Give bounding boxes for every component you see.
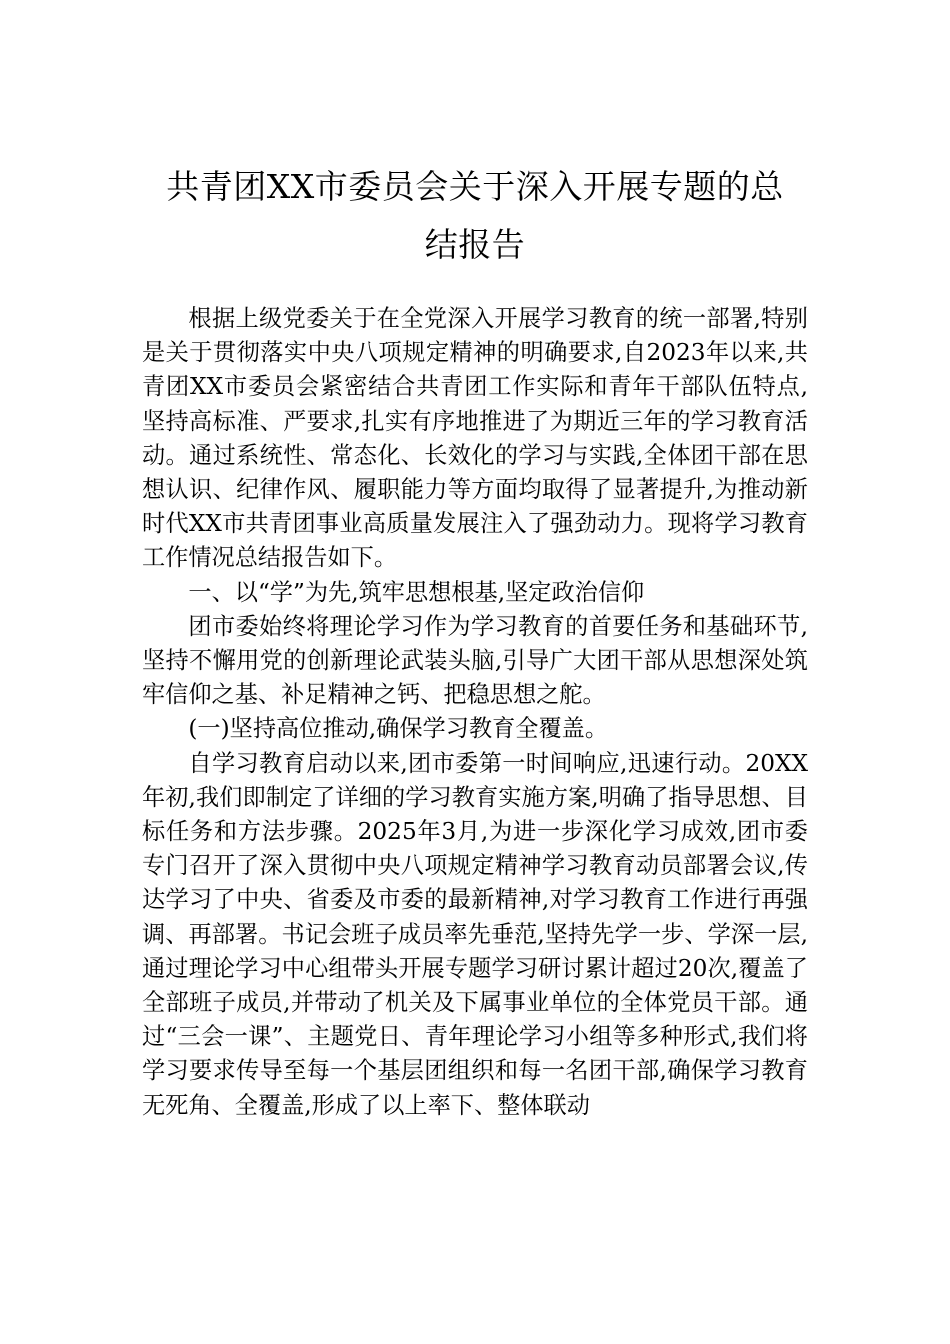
intro-paragraph: 根据上级党委关于在全党深入开展学习教育的统一部署,特别是关于贯彻落实中央八项规定精神的明确要求,自2023年以来,共青团XX市委员会紧密结合共青团工作实际和青年干部队伍特点,坚持高标准、严要求,扎实有序地推进了为期近三年的学习教育活动。通过系统性、常态化、长效化的学习与实践,全体团干部在思想认识、纪律作风、履职能力等方面均取得了显著提升,为推动新时代XX市共青团事业高质量发展注入了强劲动力。现将学习教育工作情况总结报告如下。 xyxy=(142,305,808,572)
title-line-2: 结报告 xyxy=(424,225,526,264)
subsection-heading-1: (一)坚持高位推动,确保学习教育全覆盖。 xyxy=(188,715,609,743)
section-heading-1: 一、以“学”为先,筑牢思想根基,坚定政治信仰 xyxy=(188,578,645,606)
subsection-1-paragraph: 自学习教育启动以来,团市委第一时间响应,迅速行动。20XX年初,我们即制定了详细的学习教育实施方案,明确了指导思想、目标任务和方法步骤。2025年3月,为进一步深化学习成效,团市委专门召开了深入贯彻中央八项规定精神学习教育动员部署会议,传达学习了中央、省委及市委的最新精神,对学习教育工作进行再强调、再部署。书记会班子成员率先垂范,坚持先学一步、学深一层,通过理论学习中心组带头开展专题学习研讨累计超过20次,覆盖了全部班子成员,并带动了机关及下属事业单位的全体党员干部。通过“三会一课”、主题党日、青年理论学习小组等多种形式,我们将学习要求传导至每一个基层团组织和每一名团干部,确保学习教育无死角、全覆盖,形成了以上率下、整体联动 xyxy=(142,749,808,1119)
section-1-paragraph: 团市委始终将理论学习作为学习教育的首要任务和基础环节,坚持不懈用党的创新理论武装头脑,引导广大团干部从思想深处筑牢信仰之基、补足精神之钙、把稳思想之舵。 xyxy=(142,612,808,709)
document-title xyxy=(142,158,808,274)
title-line-1: 共青团XX市委员会关于深入开展专题的总 xyxy=(166,167,784,206)
document-body xyxy=(142,302,808,1123)
